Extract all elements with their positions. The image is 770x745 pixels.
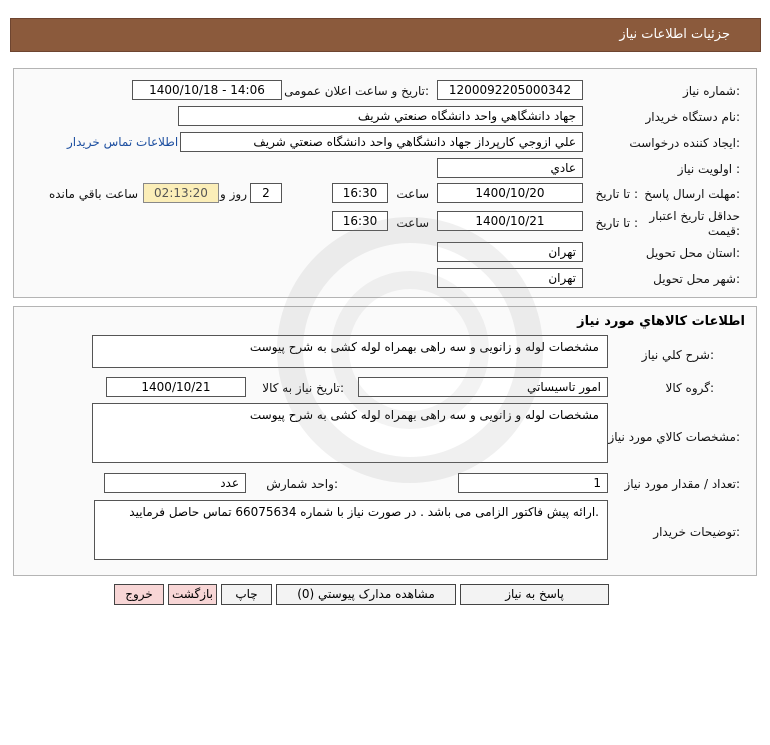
- validity-time-label: ساعت: [396, 216, 429, 230]
- need-summary-field: مشخصات لوله و زانویی و سه راهی بهمراه لوله کشی به شرح پیوست: [92, 335, 608, 368]
- remaining-time-field: 02:13:20: [143, 183, 219, 203]
- page-header: [10, 18, 761, 52]
- quantity-field: 1: [458, 473, 608, 493]
- unit-label: واحد شمارش:: [266, 477, 338, 491]
- quantity-label: تعداد / مقدار مورد نياز:: [624, 477, 740, 491]
- print-button[interactable]: چاپ: [221, 584, 272, 605]
- back-button[interactable]: بازگشت: [168, 584, 217, 605]
- delivery-province-field: تهران: [437, 242, 583, 262]
- priority-field: عادي: [437, 158, 583, 178]
- page-title: جزئيات اطلاعات نياز: [619, 27, 730, 42]
- need-summary-label: شرح کلي نياز:: [641, 348, 714, 362]
- goods-specs-label: مشخصات کالاي مورد نياز:: [608, 430, 740, 444]
- buyer-contact-link[interactable]: اطلاعات تماس خريدار: [67, 135, 179, 149]
- remaining-time-label: ساعت باقي مانده: [48, 187, 138, 201]
- validity-time-field: 16:30: [332, 211, 388, 231]
- announce-datetime-field: 1400/10/18 - 14:06: [132, 80, 282, 100]
- request-creator-label: ايجاد کننده درخواست:: [629, 136, 740, 150]
- goods-specs-field: مشخصات لوله و زانویی و سه راهی بهمراه لوله کشی به شرح پیوست: [92, 403, 608, 463]
- announce-datetime-label: تاريخ و ساعت اعلان عمومی:: [284, 84, 429, 98]
- reply-to-date-label: تا تاريخ :: [595, 187, 638, 201]
- goods-section-title: اطلاعات کالاهاي مورد نياز: [577, 314, 745, 329]
- delivery-city-label: شهر محل تحويل:: [653, 272, 740, 286]
- reply-time-field: 16:30: [332, 183, 388, 203]
- price-validity-text: حداقل تاريخ اعتبار قيمت:: [649, 209, 740, 238]
- remaining-days-field: 2: [250, 183, 282, 203]
- unit-field: عدد: [104, 473, 246, 493]
- days-label: روز و: [220, 187, 247, 201]
- watermark-logo: [245, 200, 575, 500]
- need-number-label: شماره نياز:: [682, 84, 740, 98]
- reply-date-field: 1400/10/20: [437, 183, 583, 203]
- view-attachments-button[interactable]: مشاهده مدارک پيوستي (0): [276, 584, 456, 605]
- exit-button[interactable]: خروج: [114, 584, 164, 605]
- goods-need-date-field: 1400/10/21: [106, 377, 246, 397]
- reply-time-label: ساعت: [396, 187, 429, 201]
- buyer-org-label: نام دستگاه خريدار:: [645, 110, 740, 124]
- buyer-org-field: جهاد دانشگاهي واحد دانشگاه صنعتي شريف: [178, 106, 583, 126]
- goods-need-date-label: تاريخ نياز به کالا:: [262, 381, 344, 395]
- validity-to-date-label: تا تاريخ :: [595, 216, 638, 230]
- goods-group-field: امور تاسيساتي: [358, 377, 608, 397]
- goods-group-label: گروه کالا:: [665, 381, 714, 395]
- request-creator-field: علي ازوجي کارپرداز جهاد دانشگاهي واحد دانشگاه صنعتي شريف: [180, 132, 583, 152]
- reply-button[interactable]: پاسخ به نياز: [460, 584, 609, 605]
- delivery-city-field: تهران: [437, 268, 583, 288]
- priority-label: اولويت نياز :: [677, 162, 740, 176]
- reply-deadline-label: مهلت ارسال پاسخ:: [644, 187, 740, 201]
- validity-date-field: 1400/10/21: [437, 211, 583, 231]
- buyer-notes-field: ارائه پیش فاکتور الزامی می باشد . در صورت نیاز با شماره 66075634 تماس حاصل فرمایید.: [94, 500, 608, 560]
- watermark-logo-icon: [245, 200, 575, 500]
- price-validity-label: [644, 209, 740, 239]
- delivery-province-label: استان محل تحويل:: [645, 246, 740, 260]
- need-number-field: 1200092205000342: [437, 80, 583, 100]
- buyer-notes-label: توضيحات خريدار:: [653, 525, 740, 539]
